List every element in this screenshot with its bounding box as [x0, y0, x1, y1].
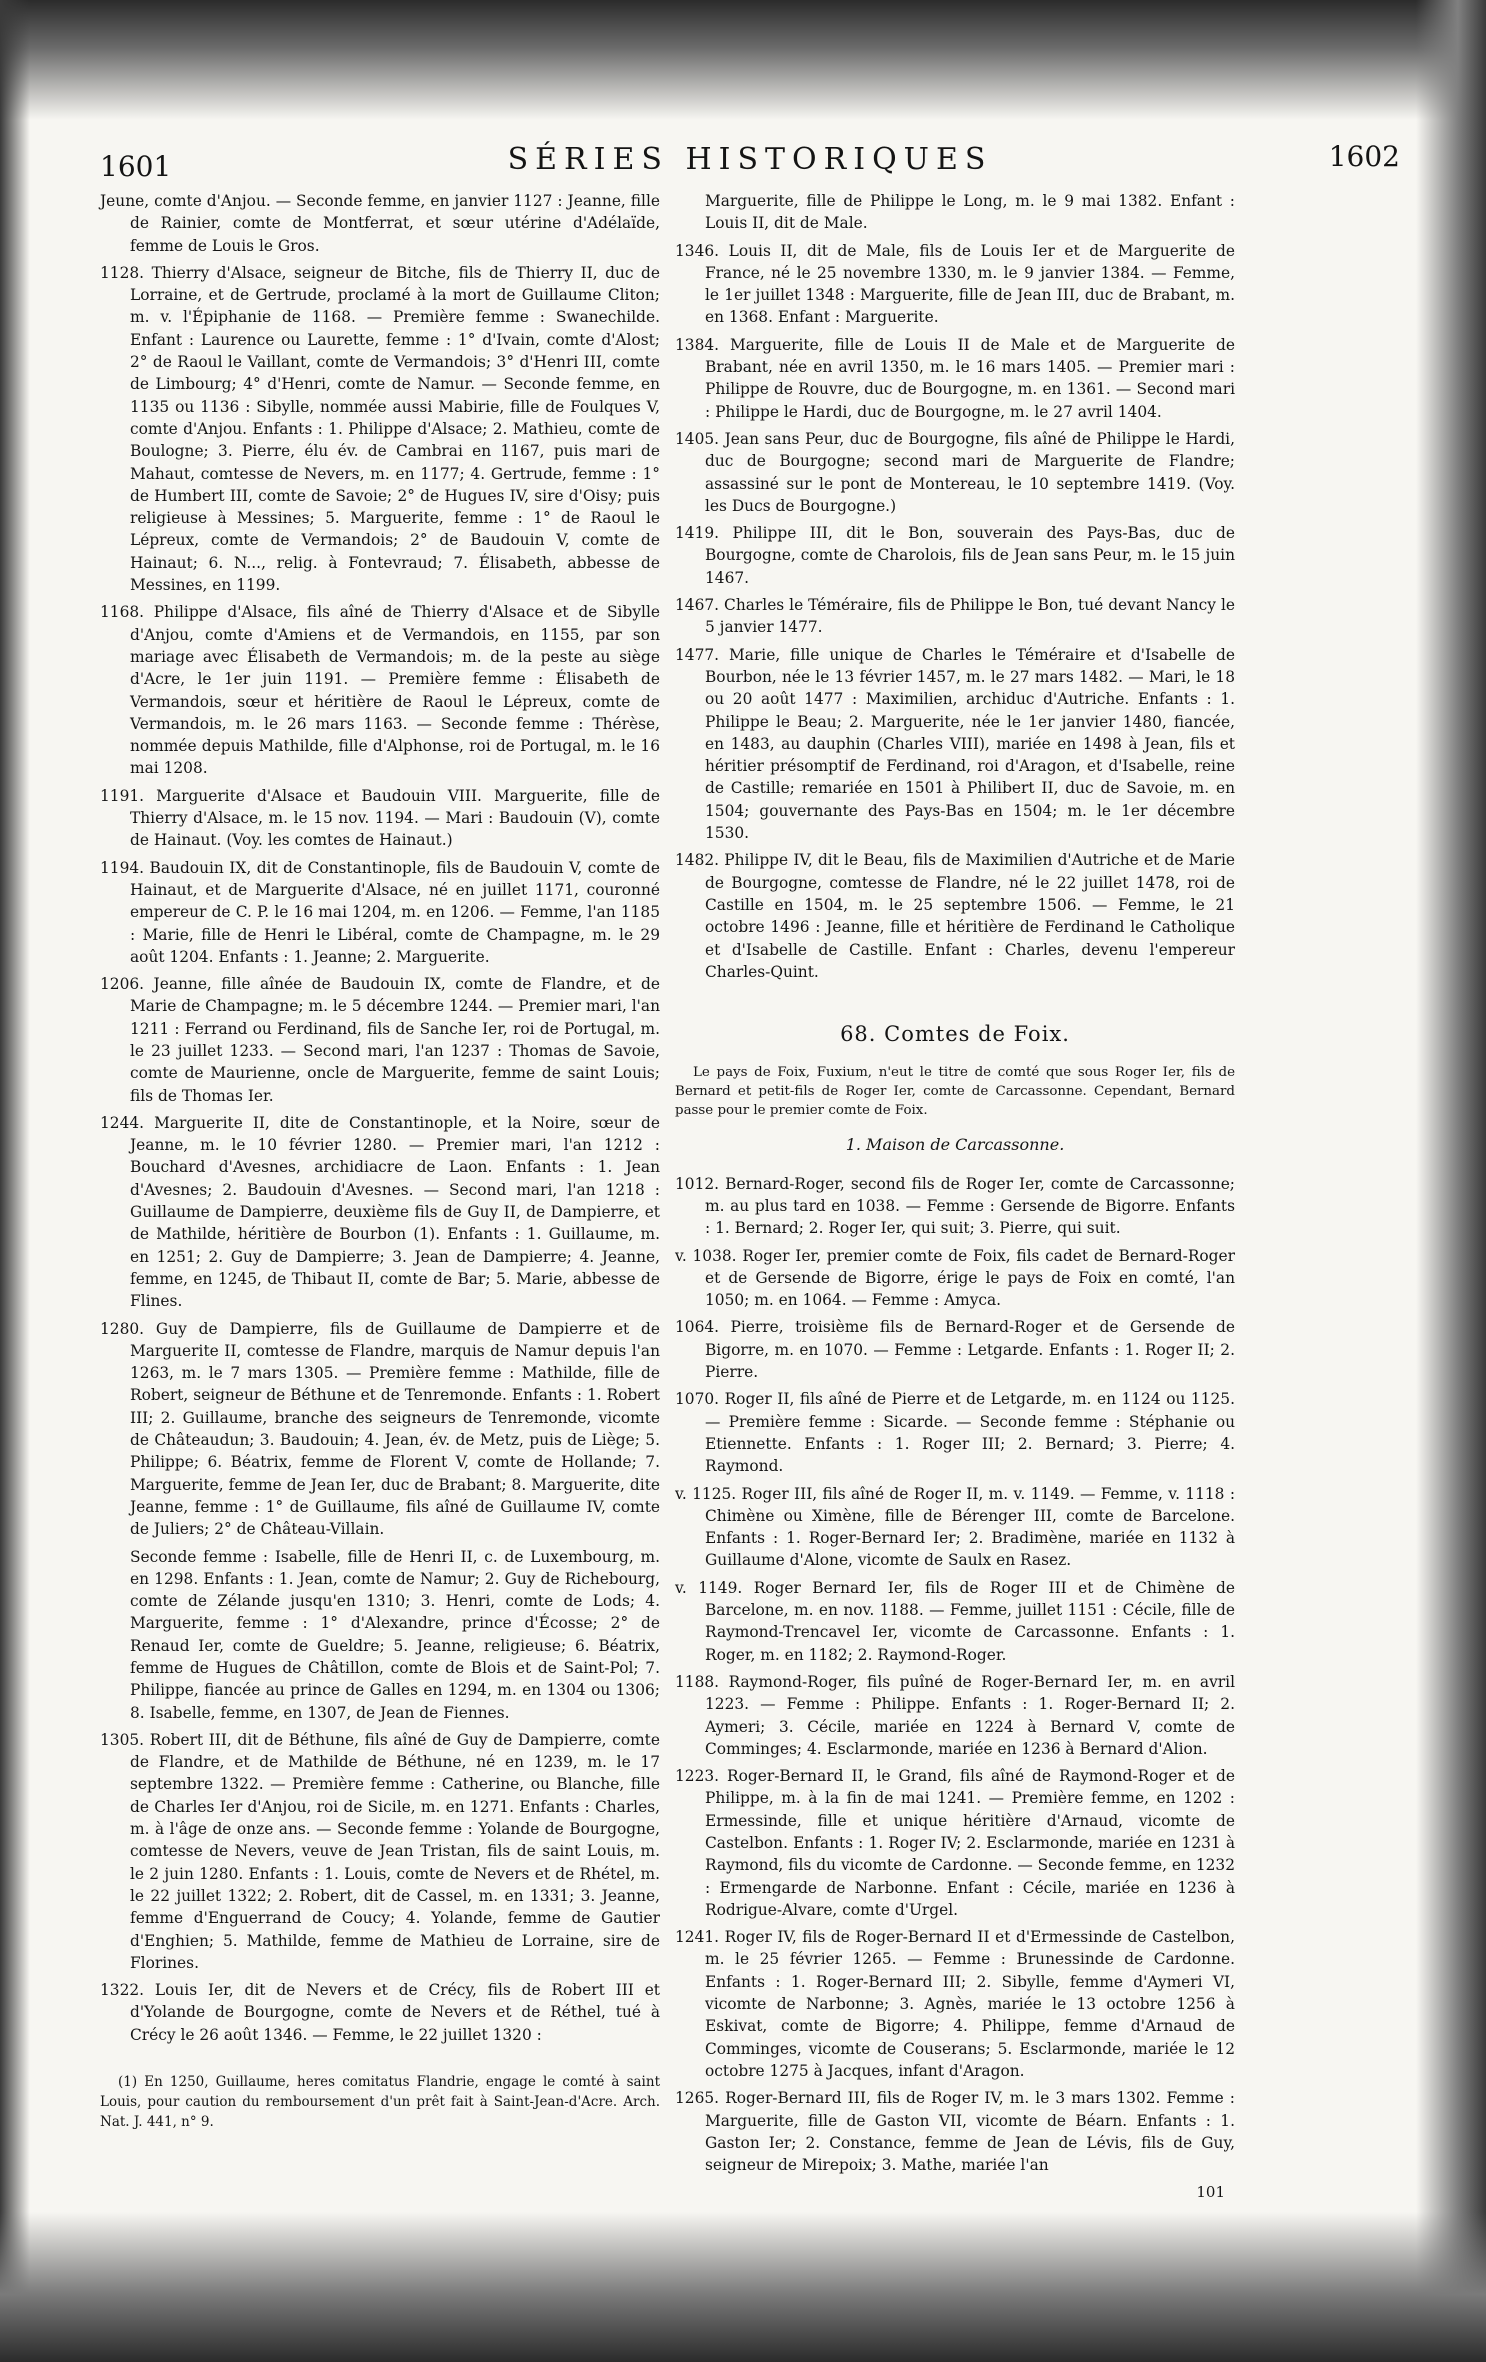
section-subtitle: 1. Maison de Carcassonne.	[845, 1135, 1065, 1155]
scan-shadow-top	[0, 0, 1486, 120]
entry-year: v. 1149.	[675, 1578, 743, 1597]
right-column	[675, 190, 1235, 2204]
list-entry	[675, 1483, 1235, 1572]
entry-year: 1244.	[100, 1113, 145, 1132]
list-entry	[100, 857, 660, 968]
entry-text: Baudouin IX, dit de Constantinople, fils de Baudouin V, comte de Hainaut, et de Marguerite d'Alsace, né en juillet 1171, couronné empereur de C. P. le 16 mai 1204, m. en 1206. — Femme, l'an 1185 : Marie, fille de Henri le Libéral, comte de Champagne, m. le 29 août 1204. Enfants : 1. Jeanne; 2. Marguerite.	[130, 858, 660, 966]
entry-year: 1223.	[675, 1767, 720, 1786]
list-entry	[675, 522, 1235, 589]
entry-text: Marguerite II, dite de Constantinople, et la Noire, sœur de Jeanne, m. le 10 février 1280. — Premier mari, l'an 1212 : Bouchard d'Avesnes, archidiacre de Laon. Enfants : 1. Jean d'Avesnes; 2. Baudouin d'Avesnes. — Second mari, l'an 1218 : Guillaume de Dampierre, deuxième fils de Guy II, de Dampierre, et de Mathilde, héritière de Bourbon (1). Enfants : 1. Guillaume, m. en 1251; 2. Guy de Dampierre; 3. Jean de Dampierre; 4. Jeanne, femme, en 1245, de Thibaut II, comte de Bar; 5. Marie, abbesse de Flines.	[130, 1113, 660, 1311]
entry-text: Roger-Bernard II, le Grand, fils aîné de Raymond-Roger et de Philippe, m. à la fin de mai 1241. — Première femme, en 1202 : Ermessinde, fille et unique héritière d'Arnaud, vicomte de Castelbon. Enfants : 1. Roger IV; 2. Esclarmonde, mariée en 1231 à Raymond, fils du vicomte de Cardonne. — Seconde femme, en 1232 : Ermengarde de Narbonne. Enfant : Cécile, mariée en 1236 à Rodrigue-Alvare, comte d'Urgel.	[705, 1767, 1235, 1919]
entry-year: 1191.	[100, 786, 145, 805]
entry-year: 1482.	[675, 851, 720, 870]
page-number-left: 1601	[100, 150, 172, 183]
entry-text: Marguerite d'Alsace et Baudouin VIII. Marguerite, fille de Thierry d'Alsace, m. le 15 nov. 1194. — Mari : Baudouin (V), comte de Hainaut. (Voy. les comtes de Hainaut.)	[130, 786, 660, 850]
list-entry	[675, 594, 1235, 639]
list-entry	[675, 334, 1235, 423]
entry-text: Roger II, fils aîné de Pierre et de Letgarde, m. en 1124 ou 1125. — Première femme : Sicarde. — Seconde femme : Stéphanie ou Etiennette. Enfants : 1. Roger III; 2. Bernard; 3. Pierre; 4. Raymond.	[705, 1390, 1235, 1476]
list-entry	[100, 1729, 660, 1974]
page-header	[100, 138, 1400, 188]
list-entry	[675, 1245, 1235, 1312]
section-title: 68. Comtes de Foix.	[840, 1022, 1070, 1047]
entry-year: 1419.	[675, 524, 720, 543]
right-entry-list	[675, 190, 1235, 983]
list-entry	[675, 849, 1235, 983]
entry-year: 1477.	[675, 645, 720, 664]
entry-year: 1305.	[100, 1730, 145, 1749]
entry-year: 1384.	[675, 335, 720, 354]
entry-year: 1194.	[100, 858, 145, 877]
foix-entry-list	[675, 1173, 1235, 2177]
entry-year: 1322.	[100, 1981, 145, 2000]
list-entry	[100, 1979, 660, 2046]
entry-text: Jeune, comte d'Anjou. — Seconde femme, en janvier 1127 : Jeanne, fille de Rainier, comte de Montferrat, et sœur utérine d'Adélaïde, femme de Louis le Gros.	[100, 192, 660, 255]
running-title: SÉRIES HISTORIQUES	[507, 142, 993, 177]
entry-year: 1206.	[100, 975, 145, 994]
list-entry	[100, 601, 660, 779]
entry-text: Roger III, fils aîné de Roger II, m. v. 1149. — Femme, v. 1118 : Chimène ou Ximène, fille de Bérenger III, comte de Barcelone. Enfants : 1. Roger-Bernard Ier; 2. Bradimène, mariée en 1132 à Guillaume d'Alone, vicomte de Saulx en Rasez.	[705, 1484, 1235, 1570]
list-entry	[675, 1316, 1235, 1383]
entry-text: Raymond-Roger, fils puîné de Roger-Bernard Ier, m. en avril 1223. — Femme : Philippe. Enfants : 1. Roger-Bernard II; 2. Aymeri; 3. Cécile, mariée en 1224 à Bernard V, comte de Comminges; 4. Esclarmonde, mariée en 1236 à Bernard d'Alion.	[705, 1672, 1235, 1758]
entry-text: Charles le Téméraire, fils de Philippe le Bon, tué devant Nancy le 5 janvier 1477.	[705, 596, 1235, 637]
left-entry-list	[100, 190, 660, 2046]
list-entry	[675, 428, 1235, 517]
entry-text: Jean sans Peur, duc de Bourgogne, fils aîné de Philippe le Hardi, duc de Bourgogne; second mari de Marguerite de Flandre; assassiné sur le pont de Montereau, le 10 septembre 1419. (Voy. les Ducs de Bourgogne.)	[705, 429, 1235, 515]
left-column	[100, 190, 660, 2132]
list-entry	[675, 240, 1235, 329]
entry-year: 1188.	[675, 1672, 720, 1691]
list-entry	[675, 1577, 1235, 1666]
entry-text: Marie, fille unique de Charles le Téméraire et d'Isabelle de Bourbon, née le 13 février 1457, m. le 27 mars 1482. — Mari, le 18 ou 20 août 1477 : Maximilien, archiduc d'Autriche. Enfants : 1. Philippe le Beau; 2. Marguerite, née le 1er janvier 1480, fiancée, en 1483, au dauphin (Charles VIII), mariée en 1498 à Jean, fils et héritier présomptif de Ferdinand, roi d'Aragon, et d'Isabelle, reine de Castille; remariée en 1501 à Philibert II, duc de Savoie, m. en 1504; gouvernante des Pays-Bas en 1504; m. le 1er décembre 1530.	[705, 645, 1235, 843]
footnote: (1) En 1250, Guillaume, heres comitatus Flandrie, engage le comté à saint Louis, pour caution du remboursement d'un prêt fait à Saint-Jean-d'Acre. Arch. Nat. J. 441, n° 9.	[100, 2074, 660, 2131]
entry-year: 1070.	[675, 1390, 720, 1409]
entry-year: 1012.	[675, 1174, 720, 1193]
scan-shadow-left	[0, 0, 30, 2362]
entry-text: Jeanne, fille aînée de Baudouin IX, comte de Flandre, et de Marie de Champagne; m. le 5 décembre 1244. — Premier mari, l'an 1211 : Ferrand ou Ferdinand, fils de Sanche Ier, roi de Portugal, m. le 23 juillet 1233. — Second mari, l'an 1237 : Thomas de Savoie, comte de Maurienne, oncle de Marguerite, femme de saint Louis; fils de Thomas Ier.	[130, 975, 660, 1105]
entry-text: Thierry d'Alsace, seigneur de Bitche, fils de Thierry II, duc de Lorraine, et de Gertrude, proclamé à la mort de Guillaume Cliton; m. v. l'Épiphanie de 1168. — Première femme : Swanechilde. Enfant : Laurence ou Laurette, femme : 1° d'Ivain, comte d'Alost; 2° de Raoul le Vaillant, comte de Vermandois; 3° d'Henri III, comte de Limbourg; 4° d'Henri, comte de Namur. — Seconde femme, en 1135 ou 1136 : Sibylle, nommée aussi Mabirie, fille de Foulques V, comte d'Anjou. Enfants : 1. Philippe d'Alsace; 2. Mathieu, comte de Boulogne; 3. Pierre, élu év. de Cambrai en 1167, puis mari de Mahaut, comtesse de Nevers, m. en 1177; 4. Gertrude, femme : 1° de Humbert III, comte de Savoie; 2° de Hugues IV, sire d'Oisy; puis religieuse à Messines; 5. Marguerite, femme : 1° de Raoul le Lépreux, comte de Vermandois; 2° de Baudouin V, comte de Hainaut; 6. N..., relig. à Fontevraud; 7. Élisabeth, abbesse de Messines, en 1199.	[130, 263, 660, 595]
entry-year: 1064.	[675, 1318, 720, 1337]
entry-text: Roger Ier, premier comte de Foix, fils cadet de Bernard-Roger et de Gersende de Bigorre, érige le pays de Foix en comté, l'an 1050; m. en 1064. — Femme : Amyca.	[705, 1246, 1235, 1310]
entry-text: Bernard-Roger, second fils de Roger Ier, comte de Carcassonne; m. au plus tard en 1038. — Femme : Gersende de Bigorre. Enfants : 1. Bernard; 2. Roger Ier, qui suit; 3. Pierre, qui suit.	[705, 1174, 1235, 1238]
entry-text: Philippe d'Alsace, fils aîné de Thierry d'Alsace et de Sibylle d'Anjou, comte d'Amiens et de Vermandois, en 1155, par son mariage avec Élisabeth de Vermandois; m. de la peste au siège d'Acre, le 1er juin 1191. — Première femme : Élisabeth de Vermandois, sœur et héritière de Raoul le Lépreux, comte de Vermandois, m. le 26 mars 1163. — Seconde femme : Thérèse, nommée depuis Mathilde, fille d'Alphonse, roi de Portugal, m. le 16 mai 1208.	[130, 603, 660, 778]
list-entry	[675, 644, 1235, 845]
entry-text: Roger IV, fils de Roger-Bernard II et d'Ermessinde de Castelbon, m. le 25 février 1265. — Femme : Brunessinde de Cardonne. Enfants : 1. Roger-Bernard III; 2. Sibylle, femme d'Aymeri VI, vicomte de Narbonne; 3. Agnès, mariée le 13 octobre 1256 à Eskivat, comte de Bigorre; 4. Philippe, femme d'Arnaud de Comminges, vicomte de Couserans; 5. Esclarmonde, mariée le 12 octobre 1275 à Jacques, infant d'Aragon.	[705, 1928, 1235, 2080]
entry-text: Seconde femme : Isabelle, fille de Henri II, c. de Luxembourg, m. en 1298. Enfants : 1. Jean, comte de Namur; 2. Guy de Richebourg, comte de Zélande jusqu'en 1310; 3. Henri, comte de Lods; 4. Marguerite, femme : 1° d'Alexandre, prince d'Écosse; 2° de Renaud Ier, comte de Gueldre; 5. Jeanne, religieuse; 6. Béatrix, femme de Hugues de Châtillon, comte de Blois et de Saint-Pol; 7. Philippe, fiancée au prince de Galles en 1294, m. en 1304 ou 1306; 8. Isabelle, femme, en 1307, de Jean de Fiennes.	[130, 1547, 660, 1722]
entry-text: Guy de Dampierre, fils de Guillaume de Dampierre et de Marguerite II, comtesse de Flandre, marquis de Namur depuis l'an 1263, m. le 7 mars 1305. — Première femme : Mathilde, fille de Robert, seigneur de Béthune et de Tenremonde. Enfants : 1. Robert III; 2. Guillaume, branche des seigneurs de Tenremonde, vicomte de Châteaudun; 3. Baudouin; 4. Jean, év. de Metz, puis de Liège; 5. Philippe; 6. Béatrix, femme de Florent V, comte de Hollande; 7. Marguerite, femme de Jean Ier, duc de Brabant; 8. Marguerite, dite Jeanne, femme : 1° de Guillaume, fils aîné de Guillaume IV, comte de Juliers; 2° de Château-Villain.	[130, 1319, 660, 1539]
scan-shadow-bottom	[0, 2212, 1486, 2362]
entry-year: 1265.	[675, 2089, 720, 2108]
list-entry	[675, 2087, 1235, 2176]
list-entry	[100, 190, 660, 257]
signature-mark: 101	[1196, 2183, 1225, 2202]
entry-text: Pierre, troisième fils de Bernard-Roger et de Gersende de Bigorre, m. en 1070. — Femme : Letgarde. Enfants : 1. Roger II; 2. Pierre.	[705, 1318, 1235, 1382]
entry-text: Roger-Bernard III, fils de Roger IV, m. le 3 mars 1302. Femme : Marguerite, fille de Gaston VII, vicomte de Béarn. Enfants : 1. Gaston Ier; 2. Constance, femme de Jean de Lévis, fils de Guy, seigneur de Mirepoix; 3. Mathe, mariée l'an	[705, 2089, 1235, 2175]
list-entry	[675, 190, 1235, 235]
list-entry	[675, 1173, 1235, 1240]
list-entry	[100, 1546, 660, 1724]
entry-year: 1346.	[675, 241, 720, 260]
page-number-right: 1602	[1328, 140, 1400, 173]
list-entry	[675, 1671, 1235, 1760]
section-intro: Le pays de Foix, Fuxium, n'eut le titre de comté que sous Roger Ier, fils de Bernard et petit-fils de Roger Ier, comte de Carcassonne. Cependant, Bernard passe pour le premier comte de Foix.	[675, 1065, 1235, 1119]
entry-year: v. 1038.	[675, 1246, 737, 1265]
entry-year: 1467.	[675, 596, 720, 615]
entry-text: Philippe III, dit le Bon, souverain des Pays-Bas, duc de Bourgogne, comte de Charolois, fils de Jean sans Peur, m. le 15 juin 1467.	[705, 524, 1235, 587]
entry-year: v. 1125.	[675, 1484, 737, 1503]
list-entry	[100, 1318, 660, 1541]
entry-text: Roger Bernard Ier, fils de Roger III et de Chimène de Barcelone, m. en nov. 1188. — Femme, juillet 1151 : Cécile, fille de Raymond-Trencavel Ier, vicomte de Carcassonne. Enfants : 1. Roger, m. en 1182; 2. Raymond-Roger.	[705, 1578, 1235, 1664]
entry-year: 1405.	[675, 429, 720, 448]
entry-text: Robert III, dit de Béthune, fils aîné de Guy de Dampierre, comte de Flandre, et de Mathilde de Béthune, né en 1239, m. le 17 septembre 1322. — Première femme : Catherine, ou Blanche, fille de Charles Ier d'Anjou, roi de Sicile, m. en 1271. Enfants : Charles, m. à l'âge de onze ans. — Seconde femme : Yolande de Bourgogne, comtesse de Nevers, veuve de Jean Tristan, fils de saint Louis, m. le 2 juin 1280. Enfants : 1. Louis, comte de Nevers et de Rhétel, m. le 22 juillet 1322; 2. Robert, dit de Cassel, m. en 1331; 3. Jeanne, femme d'Enguerrand de Coucy; 4. Yolande, femme de Gautier d'Enghien; 5. Mathilde, femme de Mathieu de Lorraine, sire de Florines.	[130, 1730, 660, 1972]
entry-year: 1280.	[100, 1319, 145, 1338]
entry-year: 1241.	[675, 1928, 720, 1947]
list-entry	[675, 1388, 1235, 1477]
entry-text: Louis II, dit de Male, fils de Louis Ier et de Marguerite de France, né le 25 novembre 1330, m. le 9 janvier 1384. — Femme, le 1er juillet 1348 : Marguerite, fille de Jean III, duc de Brabant, m. en 1368. Enfant : Marguerite.	[705, 241, 1235, 327]
list-entry	[100, 785, 660, 852]
entry-year: 1168.	[100, 603, 145, 622]
scan-shadow-right	[1416, 0, 1486, 2362]
entry-text: Philippe IV, dit le Beau, fils de Maximilien d'Autriche et de Marie de Bourgogne, comtesse de Flandre, né le 22 juillet 1478, roi de Castille en 1504, m. le 25 septembre 1506. — Femme, le 21 octobre 1496 : Jeanne, fille et héritière de Ferdinand le Catholique et d'Isabelle de Castille. Enfant : Charles, devenu l'empereur Charles-Quint.	[705, 851, 1235, 981]
entry-text: Marguerite, fille de Louis II de Male et de Marguerite de Brabant, née en avril 1350, m. le 16 mars 1405. — Premier mari : Philippe de Rouvre, duc de Bourgogne, m. en 1361. — Second mari : Philippe le Hardi, duc de Bourgogne, m. le 27 avril 1404.	[705, 335, 1235, 421]
entry-text: Marguerite, fille de Philippe le Long, m. le 9 mai 1382. Enfant : Louis II, dit de Male.	[705, 192, 1235, 233]
list-entry	[100, 973, 660, 1107]
list-entry	[100, 1112, 660, 1313]
entry-text: Louis Ier, dit de Nevers et de Crécy, fils de Robert III et d'Yolande de Bourgogne, comte de Nevers et de Réthel, tué à Crécy le 26 août 1346. — Femme, le 22 juillet 1320 :	[130, 1981, 660, 2044]
list-entry	[675, 1765, 1235, 1921]
list-entry	[100, 262, 660, 596]
entry-year: 1128.	[100, 263, 145, 282]
list-entry	[675, 1926, 1235, 2082]
